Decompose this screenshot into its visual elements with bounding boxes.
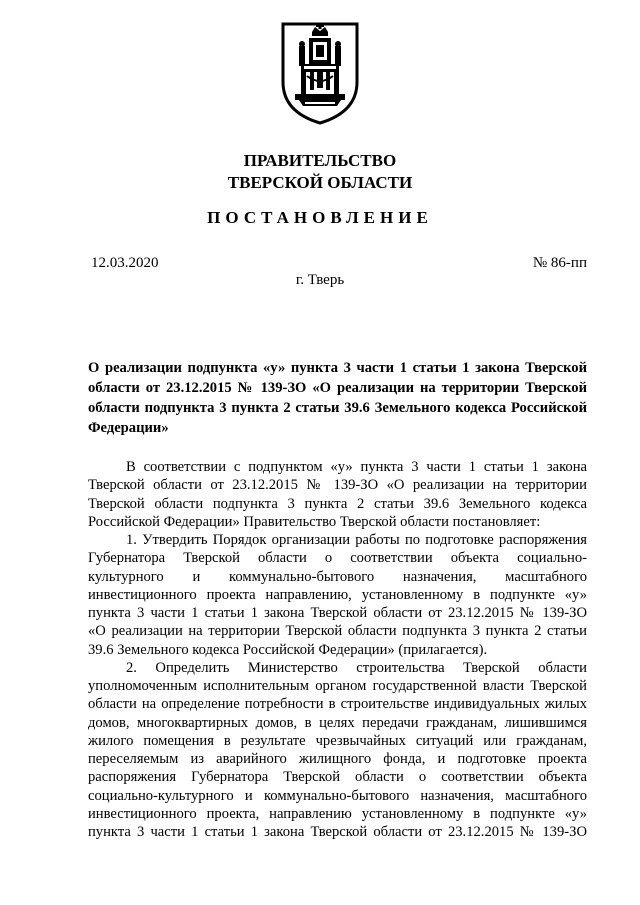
body-line: области на определение потребности в строительстве индивидуальных жилых [88, 696, 587, 713]
body-line: Тверской области от 23.12.2015 № 139-ЗО «О реализации на территории [88, 477, 587, 494]
body-line: 39.6 Земельного кодекса Российской Федерации» (прилагается). [88, 641, 488, 658]
organization-name-line2: ТВЕРСКОЙ ОБЛАСТИ [227, 173, 413, 192]
title-line: области подпункта 3 пункта 2 статьи 39.6 Земельного кодекса Российской [88, 400, 587, 416]
organization-name-line1: ПРАВИТЕЛЬСТВО [243, 151, 397, 170]
body-line: инвестиционного проекта направлению, установленному в подпункте «у» [88, 586, 587, 603]
body-line: культурного и коммунально-бытового назначения, масштабного [88, 568, 587, 585]
body-line: 2. Определить Министерство строительства Тверской области [126, 659, 587, 676]
body-line: домов, многоквартирных домов, в целях передачи гражданам, лишившимся [88, 714, 587, 731]
title-line: Федерации» [88, 420, 169, 436]
body-line: уполномоченным исполнительным органом государственной власти Тверской [88, 678, 587, 694]
body-line: Российской Федерации» Правительство Тверской области постановляет: [88, 513, 541, 530]
body-line: Тверской области подпункта 3 пункта 2 статьи 39.6 Земельного кодекса [88, 495, 587, 512]
body-line: инвестиционного проекта, направлению установленному в подпункте «у» [88, 805, 587, 822]
body-line: В соответствии с подпунктом «у» пункта 3 части 1 статьи 1 закона [126, 459, 587, 475]
document-body [88, 458, 587, 841]
body-line: пункта 3 части 1 статьи 1 закона Тверской области от 23.12.2015 № 139-ЗО [88, 605, 587, 621]
body-line: Губернатора Тверской области о соответствии объекта социально- [88, 550, 587, 567]
document-city: г. Тверь [295, 272, 345, 288]
title-line: области от 23.12.2015 № 139-ЗО «О реализации на территории Тверской [88, 380, 587, 396]
document-number: № 86-пп [532, 255, 587, 271]
coat-of-arms-icon [279, 20, 361, 126]
body-line: «О реализации на территории Тверской области подпункта 3 пункта 2 статьи [88, 623, 587, 640]
body-line: жилого помещения в результате чрезвычайных ситуаций или гражданам, [88, 732, 587, 749]
document-date: 12.03.2020 [91, 255, 159, 271]
document-type: ПОСТАНОВЛЕНИЕ [207, 208, 433, 227]
body-line: распоряжения Губернатора Тверской области о соответствии объекта [88, 769, 587, 786]
title-line: О реализации подпункта «у» пункта 3 части 1 статьи 1 закона Тверской [88, 360, 587, 376]
body-line: переселяемым из аварийного жилищного фонда, и подготовке проекта [88, 751, 587, 767]
body-line: пункта 3 части 1 статьи 1 закона Тверской области от 23.12.2015 № 139-ЗО [88, 824, 587, 840]
body-line: 1. Утвердить Порядок организации работы по подготовке распоряжения [126, 532, 587, 548]
document-title [88, 358, 587, 438]
body-line: социально-культурного и коммунально-бытового назначения, масштабного [88, 787, 587, 804]
